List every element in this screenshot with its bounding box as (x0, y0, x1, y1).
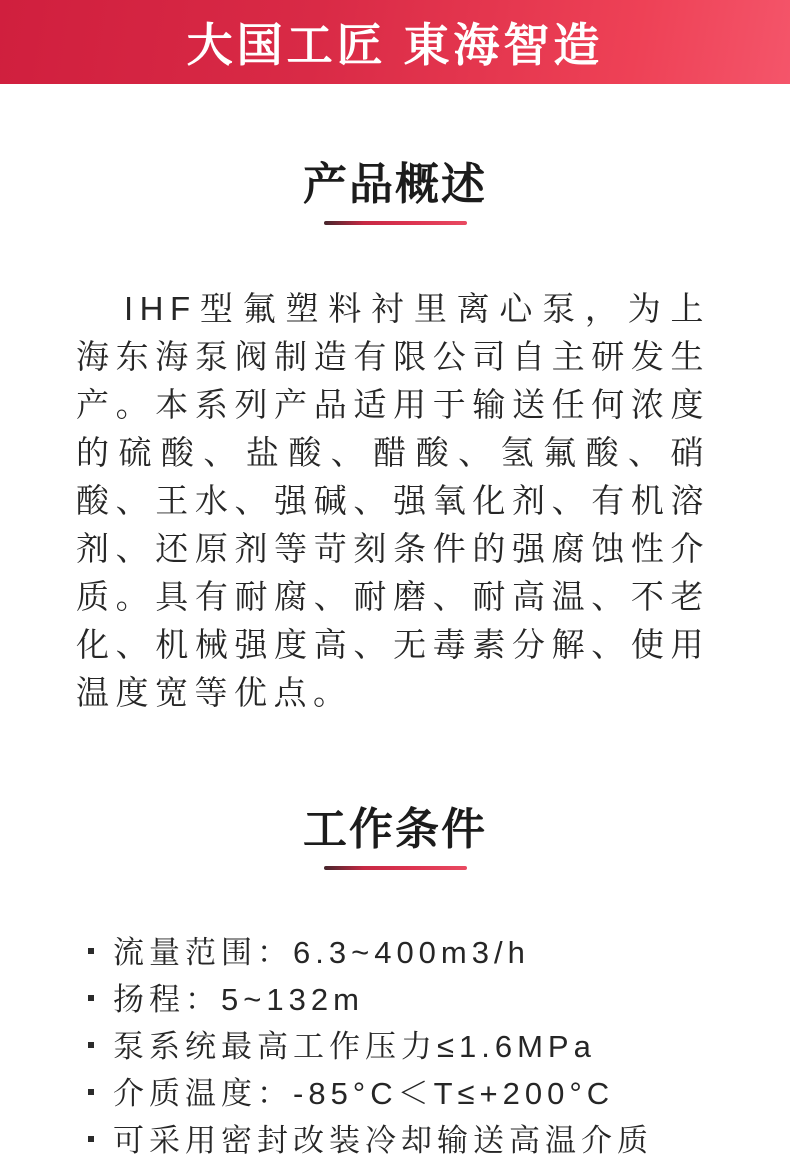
list-item-text: 泵系统最高工作压力≤1.6MPa (113, 1029, 596, 1064)
list-item (88, 926, 730, 973)
conditions-section-title: 工作条件 (303, 805, 487, 854)
title-underline-accent (324, 866, 467, 870)
list-item-text: 介质温度：-85°C＜T≤+200°C (113, 1076, 615, 1111)
list-item-text: 扬程：5~132m (113, 982, 364, 1017)
overview-section (0, 162, 790, 717)
header-banner (0, 0, 790, 84)
bullet-square-icon (88, 995, 94, 1001)
overview-section-title: 产品概述 (303, 160, 487, 209)
bullet-square-icon (88, 1136, 94, 1142)
working-conditions-section (0, 807, 790, 1161)
banner-title: 大国工匠 東海智造 (186, 19, 604, 71)
title-underline-accent (324, 221, 467, 225)
bullet-square-icon (88, 948, 94, 954)
list-item-text: 可采用密封改装冷却输送高温介质 (113, 1123, 653, 1158)
conditions-list (0, 926, 790, 1161)
list-item (88, 973, 730, 1020)
list-item-text: 流量范围：6.3~400m3/h (113, 935, 530, 970)
list-item (88, 1114, 730, 1161)
bullet-square-icon (88, 1042, 94, 1048)
bullet-square-icon (88, 1089, 94, 1095)
list-item (88, 1067, 730, 1114)
list-item (88, 1020, 730, 1067)
overview-paragraph: IHF型氟塑料衬里离心泵，为上海东海泵阀制造有限公司自主研发生产。本系列产品适用于输送任何浓度的硫酸、盐酸、醋酸、氢氟酸、硝酸、王水、强碱、强氧化剂、有机溶剂、还原剂等苛刻条件的强腐蚀性介质。具有耐腐、耐磨、耐高温、不老化、机械强度高、无毒素分解、使用温度宽等优点。 (76, 290, 710, 711)
